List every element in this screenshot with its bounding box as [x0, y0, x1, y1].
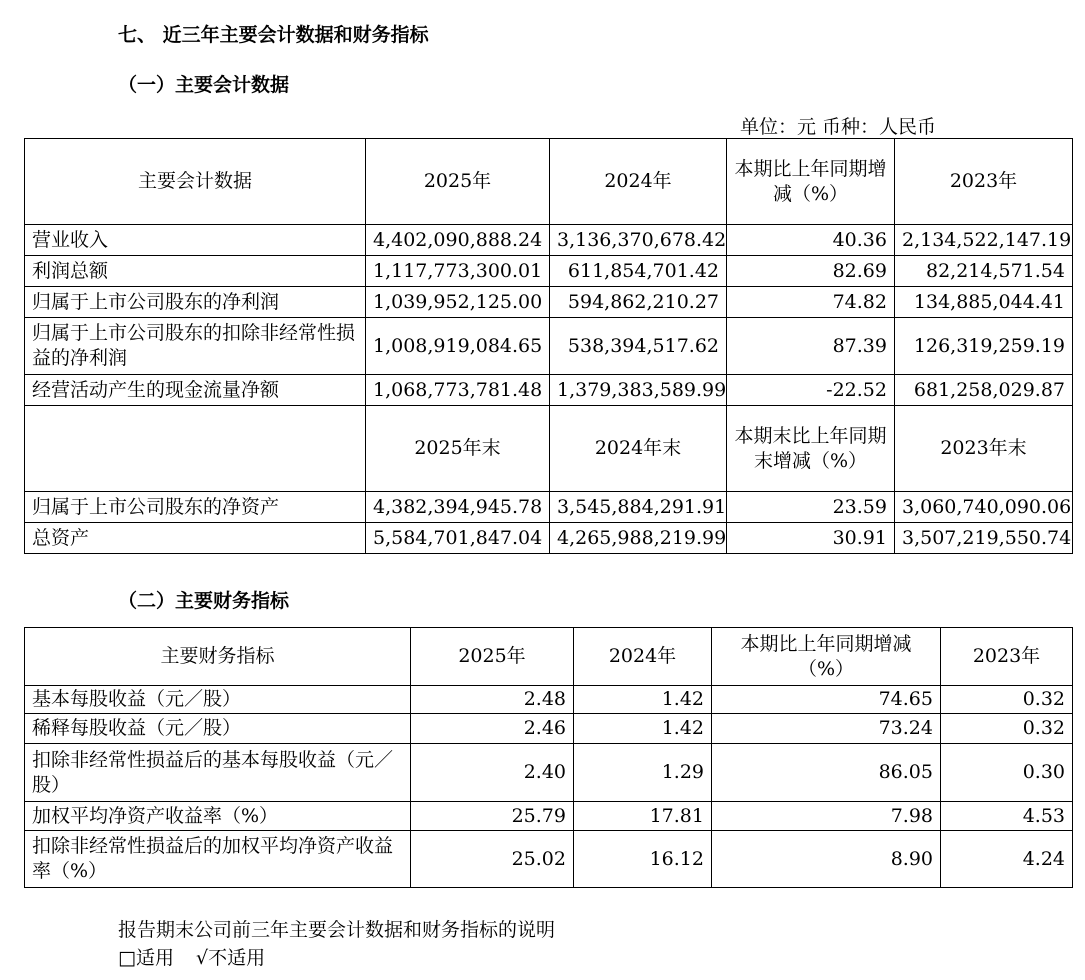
accounting-data-table [24, 138, 1073, 554]
table-row [25, 523, 1073, 554]
table-row [25, 686, 1073, 714]
header-cell: 2025年 [411, 628, 574, 686]
header-cell: 2024年 [550, 139, 727, 225]
header-cell: 主要会计数据 [25, 139, 366, 225]
table-row [25, 375, 1073, 406]
table-row [25, 714, 1073, 744]
value-cell: 40.36 [727, 225, 895, 256]
header-cell: 2023年 [895, 139, 1073, 225]
value-cell: 74.65 [712, 686, 941, 714]
row-label: 加权平均净资产收益率（%） [25, 802, 411, 831]
financial-indicators-table [24, 627, 1073, 888]
value-cell: 16.12 [574, 831, 712, 888]
header-cell: 2023年末 [895, 406, 1073, 492]
value-cell: 4,382,394,945.78 [366, 492, 550, 523]
row-label: 归属于上市公司股东的净资产 [25, 492, 366, 523]
section-title: 七、 近三年主要会计数据和财务指标 [118, 24, 429, 46]
table-header-row [25, 139, 1073, 225]
row-label: 基本每股收益（元／股） [25, 686, 411, 714]
row-label: 经营活动产生的现金流量净额 [25, 375, 366, 406]
value-cell: 4,402,090,888.24 [366, 225, 550, 256]
header-cell: 本期比上年同期增减（%） [712, 628, 941, 686]
value-cell: 134,885,044.41 [895, 287, 1073, 318]
applicability-options [118, 943, 265, 970]
header-cell: 本期比上年同期增减（%） [727, 139, 895, 225]
header-cell: 主要财务指标 [25, 628, 411, 686]
value-cell: 2.40 [411, 744, 574, 802]
value-cell: 1,117,773,300.01 [366, 256, 550, 287]
value-cell: 1,068,773,781.48 [366, 375, 550, 406]
value-cell: 8.90 [712, 831, 941, 888]
table-row [25, 287, 1073, 318]
value-cell: 17.81 [574, 802, 712, 831]
value-cell: 87.39 [727, 318, 895, 375]
value-cell: 30.91 [727, 523, 895, 554]
value-cell: 2.48 [411, 686, 574, 714]
value-cell: 25.79 [411, 802, 574, 831]
value-cell: 1.42 [574, 686, 712, 714]
value-cell: 1,379,383,589.99 [550, 375, 727, 406]
header-cell: 2025年 [366, 139, 550, 225]
value-cell: 25.02 [411, 831, 574, 888]
table-header-row [25, 628, 1073, 686]
table-row [25, 225, 1073, 256]
value-cell: 538,394,517.62 [550, 318, 727, 375]
value-cell: 611,854,701.42 [550, 256, 727, 287]
header-cell: 本期末比上年同期末增减（%） [727, 406, 895, 492]
value-cell: 0.32 [941, 714, 1073, 744]
value-cell: 86.05 [712, 744, 941, 802]
unit-line: 单位：元 币种：人民币 [740, 116, 937, 138]
table-row [25, 318, 1073, 375]
value-cell: 7.98 [712, 802, 941, 831]
value-cell: 3,507,219,550.74 [895, 523, 1073, 554]
value-cell: 1.42 [574, 714, 712, 744]
value-cell: 74.82 [727, 287, 895, 318]
value-cell: 1,039,952,125.00 [366, 287, 550, 318]
value-cell: 1.29 [574, 744, 712, 802]
row-label: 扣除非经常性损益后的加权平均净资产收益率（%） [25, 831, 411, 888]
header-cell: 2024年末 [550, 406, 727, 492]
value-cell: 1,008,919,084.65 [366, 318, 550, 375]
value-cell: 2,134,522,147.19 [895, 225, 1073, 256]
value-cell: 594,862,210.27 [550, 287, 727, 318]
option-applicable: □适用 [118, 947, 174, 969]
sub2-title: （二）主要财务指标 [118, 590, 290, 612]
value-cell: 3,060,740,090.06 [895, 492, 1073, 523]
row-label: 稀释每股收益（元／股） [25, 714, 411, 744]
value-cell: 82.69 [727, 256, 895, 287]
value-cell: 3,136,370,678.42 [550, 225, 727, 256]
note-title: 报告期末公司前三年主要会计数据和财务指标的说明 [118, 919, 556, 941]
option-not-applicable: √不适用 [196, 947, 266, 969]
header-cell: 2025年末 [366, 406, 550, 492]
value-cell: -22.52 [727, 375, 895, 406]
table-subheader-row [25, 406, 1073, 492]
row-label: 扣除非经常性损益后的基本每股收益（元／股） [25, 744, 411, 802]
value-cell: 23.59 [727, 492, 895, 523]
row-label: 总资产 [25, 523, 366, 554]
value-cell: 0.32 [941, 686, 1073, 714]
table-row [25, 744, 1073, 802]
value-cell: 5,584,701,847.04 [366, 523, 550, 554]
value-cell: 4,265,988,219.99 [550, 523, 727, 554]
value-cell: 681,258,029.87 [895, 375, 1073, 406]
row-label: 归属于上市公司股东的扣除非经常性损益的净利润 [25, 318, 366, 375]
value-cell: 0.30 [941, 744, 1073, 802]
row-label: 归属于上市公司股东的净利润 [25, 287, 366, 318]
row-label: 利润总额 [25, 256, 366, 287]
value-cell: 2.46 [411, 714, 574, 744]
sub1-title: （一）主要会计数据 [118, 74, 290, 96]
row-label: 营业收入 [25, 225, 366, 256]
value-cell: 73.24 [712, 714, 941, 744]
table-row [25, 256, 1073, 287]
header-cell: 2023年 [941, 628, 1073, 686]
value-cell: 4.53 [941, 802, 1073, 831]
value-cell: 4.24 [941, 831, 1073, 888]
value-cell: 82,214,571.54 [895, 256, 1073, 287]
header-cell: 2024年 [574, 628, 712, 686]
value-cell: 126,319,259.19 [895, 318, 1073, 375]
table-row [25, 492, 1073, 523]
table-row [25, 831, 1073, 888]
value-cell: 3,545,884,291.91 [550, 492, 727, 523]
header-cell [25, 406, 366, 492]
table-row [25, 802, 1073, 831]
